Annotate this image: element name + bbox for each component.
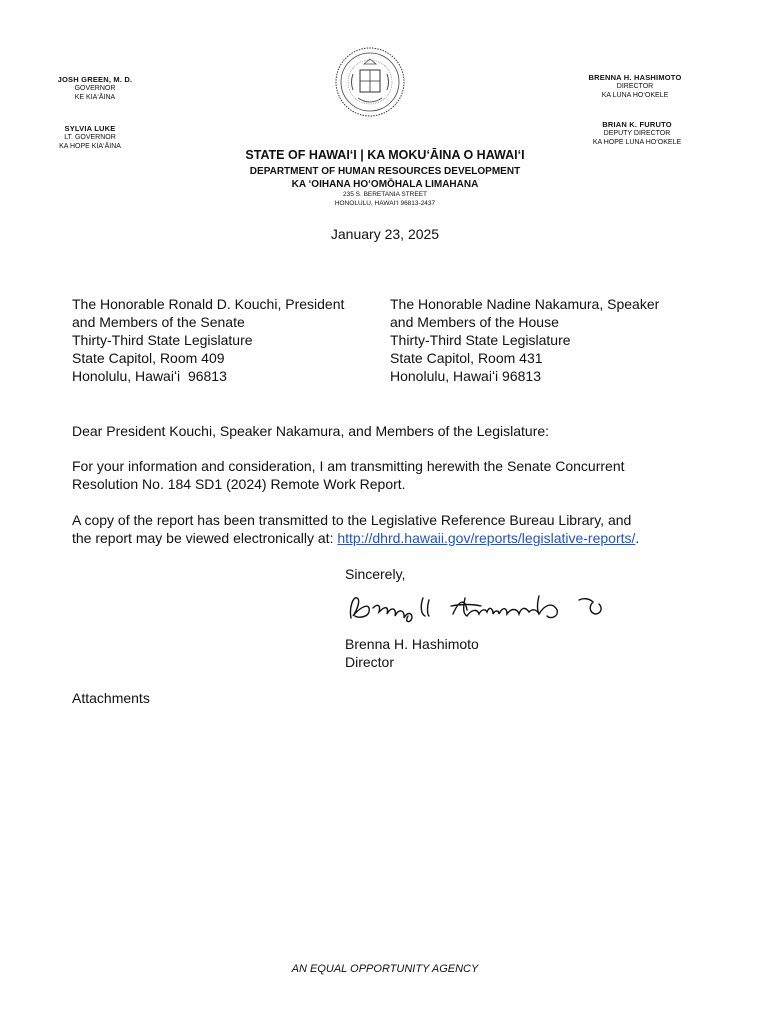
director-title: DIRECTOR (616, 83, 654, 90)
signature-image (343, 588, 608, 628)
lt-governor-title: LT. GOVERNOR (64, 134, 116, 141)
signature-block (345, 635, 479, 671)
recipient-line: The Honorable Nadine Nakamura, Speaker (390, 296, 660, 312)
recipient-line: State Capitol, Room 409 (72, 350, 225, 366)
deputy-director-title: DEPUTY DIRECTOR (603, 130, 671, 137)
department-block (0, 165, 770, 191)
governor-name: JOSH GREEN, M. D. (57, 75, 133, 84)
lt-governor-title-haw: KA HOPE KIA‘ĀINA (59, 143, 121, 150)
governor-block (40, 75, 150, 102)
governor-title-haw: KE KIA‘ĀINA (74, 94, 116, 101)
address-street: 235 S. BERETANIA STREET (342, 191, 428, 198)
deputy-director-block (572, 120, 702, 147)
lt-governor-block (35, 124, 145, 151)
footer-text: AN EQUAL OPPORTUNITY AGENCY (291, 963, 479, 975)
recipient-line: and Members of the House (390, 314, 559, 330)
paragraph-line: A copy of the report has been transmitted to the Legislative Reference Bureau Library, and (72, 512, 632, 528)
deputy-director-name: BRIAN K. FURUTO (602, 120, 672, 129)
recipient-senate (72, 295, 382, 385)
attachments-label: Attachments (72, 690, 150, 706)
director-name: BRENNA H. HASHIMOTO (588, 73, 682, 82)
state-title: STATE OF HAWAI‘I | KA MOKU‘ĀINA O HAWAI‘I (245, 148, 525, 162)
department-address (0, 190, 770, 208)
lt-governor-name: SYLVIA LUKE (64, 124, 116, 133)
recipient-line: State Capitol, Room 431 (390, 350, 543, 366)
paragraph-report-location (72, 511, 712, 547)
department-name-haw: KA ‘OIHANA HO‘OMŌHALA LIMAHANA (291, 179, 479, 190)
recipient-line: Thirty-Third State Legislature (390, 332, 571, 348)
deputy-director-title-haw: KA HOPE LUNA HO‘OKELE (592, 139, 682, 146)
recipient-line: The Honorable Ronald D. Kouchi, President (72, 296, 345, 312)
recipient-house (390, 295, 700, 385)
paragraph-suffix: . (635, 530, 640, 546)
recipient-line: Honolulu, Hawaiʻi 96813 (72, 368, 227, 384)
paragraph-line (72, 529, 712, 547)
closing: Sincerely, (345, 566, 406, 582)
director-block (570, 73, 700, 100)
paragraph-line: For your information and consideration, I am transmitting herewith the Senate Concurrent (72, 458, 625, 474)
paragraph-line: Resolution No. 184 SD1 (2024) Remote Work Report. (72, 476, 406, 492)
greeting: Dear President Kouchi, Speaker Nakamura, and Members of the Legislature: (72, 423, 550, 439)
paragraph-transmittal (72, 457, 712, 493)
recipient-line: Honolulu, Hawaiʻi 96813 (390, 368, 541, 384)
director-title-haw: KA LUNA HO‘OKELE (601, 92, 669, 99)
paragraph-prefix: the report may be viewed electronically at: (72, 530, 338, 546)
department-name: DEPARTMENT OF HUMAN RESOURCES DEVELOPMENT (249, 166, 521, 177)
governor-title: GOVERNOR (74, 85, 116, 92)
recipient-line: and Members of the Senate (72, 314, 245, 330)
signature-name: Brenna H. Hashimoto (345, 636, 479, 652)
state-seal-icon (333, 40, 407, 124)
recipient-line: Thirty-Third State Legislature (72, 332, 253, 348)
signature-title: Director (345, 654, 395, 670)
address-city: HONOLULU, HAWAI‘I 96813-2437 (334, 200, 436, 207)
letter-date: January 23, 2025 (330, 226, 440, 242)
report-link[interactable]: http://dhrd.hawaii.gov/reports/legislative-reports/ (337, 530, 636, 546)
